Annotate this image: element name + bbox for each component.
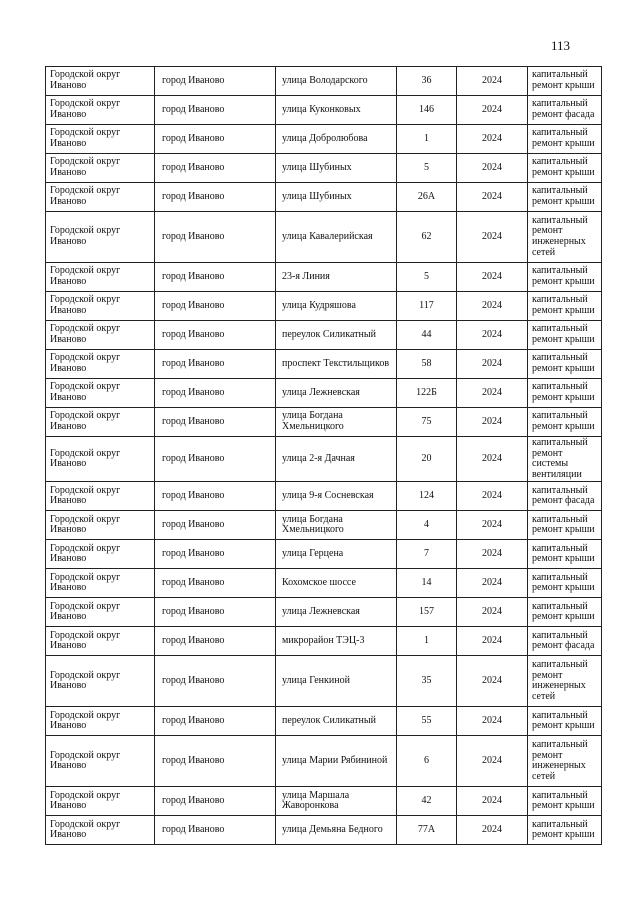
street-cell: улица Шубиных bbox=[276, 154, 397, 183]
year-cell: 2024 bbox=[457, 482, 528, 511]
table-row bbox=[46, 816, 602, 845]
year-cell: 2024 bbox=[457, 511, 528, 540]
district-cell: Городской округ Иваново bbox=[46, 321, 155, 350]
district-cell: Городской округ Иваново bbox=[46, 379, 155, 408]
house-number-cell: 35 bbox=[397, 656, 457, 707]
district-cell: Городской округ Иваново bbox=[46, 707, 155, 736]
district-cell: Городской округ Иваново bbox=[46, 569, 155, 598]
house-number-cell: 42 bbox=[397, 787, 457, 816]
district-cell: Городской округ Иваново bbox=[46, 656, 155, 707]
work-type-cell: капитальный ремонт крыши bbox=[528, 67, 602, 96]
work-type-cell: капитальный ремонт крыши bbox=[528, 154, 602, 183]
street-cell: улица Генкиной bbox=[276, 656, 397, 707]
year-cell: 2024 bbox=[457, 125, 528, 154]
year-cell: 2024 bbox=[457, 437, 528, 482]
table-row bbox=[46, 292, 602, 321]
city-cell: город Иваново bbox=[155, 67, 276, 96]
table-row bbox=[46, 787, 602, 816]
house-number-cell: 55 bbox=[397, 707, 457, 736]
city-cell: город Иваново bbox=[155, 379, 276, 408]
page-number: 113 bbox=[551, 38, 571, 53]
street-cell: улица Лежневская bbox=[276, 379, 397, 408]
city-cell: город Иваново bbox=[155, 154, 276, 183]
street-cell: улица Кавалерийская bbox=[276, 212, 397, 263]
street-cell: переулок Силикатный bbox=[276, 321, 397, 350]
street-cell: улица Герцена bbox=[276, 540, 397, 569]
street-cell: улица 9-я Сосневская bbox=[276, 482, 397, 511]
street-cell: улица Добролюбова bbox=[276, 125, 397, 154]
district-cell: Городской округ Иваново bbox=[46, 437, 155, 482]
year-cell: 2024 bbox=[457, 212, 528, 263]
street-cell: улица 2-я Дачная bbox=[276, 437, 397, 482]
work-type-cell: капитальный ремонт крыши bbox=[528, 183, 602, 212]
year-cell: 2024 bbox=[457, 379, 528, 408]
district-cell: Городской округ Иваново bbox=[46, 482, 155, 511]
city-cell: город Иваново bbox=[155, 656, 276, 707]
year-cell: 2024 bbox=[457, 408, 528, 437]
house-number-cell: 4 bbox=[397, 511, 457, 540]
district-cell: Городской округ Иваново bbox=[46, 263, 155, 292]
repair-schedule-table bbox=[45, 66, 602, 845]
street-cell: улица Лежневская bbox=[276, 598, 397, 627]
district-cell: Городской округ Иваново bbox=[46, 183, 155, 212]
year-cell: 2024 bbox=[457, 154, 528, 183]
table-row bbox=[46, 511, 602, 540]
work-type-cell: капитальный ремонт системы вентиляции bbox=[528, 437, 602, 482]
house-number-cell: 157 bbox=[397, 598, 457, 627]
year-cell: 2024 bbox=[457, 183, 528, 212]
city-cell: город Иваново bbox=[155, 125, 276, 154]
year-cell: 2024 bbox=[457, 540, 528, 569]
year-cell: 2024 bbox=[457, 292, 528, 321]
table-row bbox=[46, 263, 602, 292]
house-number-cell: 124 bbox=[397, 482, 457, 511]
year-cell: 2024 bbox=[457, 350, 528, 379]
district-cell: Городской округ Иваново bbox=[46, 736, 155, 787]
street-cell: улица Марии Рябининой bbox=[276, 736, 397, 787]
city-cell: город Иваново bbox=[155, 707, 276, 736]
year-cell: 2024 bbox=[457, 321, 528, 350]
year-cell: 2024 bbox=[457, 96, 528, 125]
house-number-cell: 1 bbox=[397, 627, 457, 656]
work-type-cell: капитальный ремонт фасада bbox=[528, 96, 602, 125]
table-row bbox=[46, 569, 602, 598]
year-cell: 2024 bbox=[457, 707, 528, 736]
city-cell: город Иваново bbox=[155, 736, 276, 787]
house-number-cell: 20 bbox=[397, 437, 457, 482]
street-cell: улица Кудряшова bbox=[276, 292, 397, 321]
district-cell: Городской округ Иваново bbox=[46, 212, 155, 263]
house-number-cell: 1 bbox=[397, 125, 457, 154]
street-cell: улица Богдана Хмельницкого bbox=[276, 408, 397, 437]
work-type-cell: капитальный ремонт крыши bbox=[528, 707, 602, 736]
year-cell: 2024 bbox=[457, 67, 528, 96]
city-cell: город Иваново bbox=[155, 183, 276, 212]
city-cell: город Иваново bbox=[155, 292, 276, 321]
city-cell: город Иваново bbox=[155, 598, 276, 627]
table-row bbox=[46, 540, 602, 569]
table-row bbox=[46, 437, 602, 482]
street-cell: улица Маршала Жаворонкова bbox=[276, 787, 397, 816]
city-cell: город Иваново bbox=[155, 212, 276, 263]
street-cell: улица Демьяна Бедного bbox=[276, 816, 397, 845]
work-type-cell: капитальный ремонт инженерных сетей bbox=[528, 212, 602, 263]
table-row bbox=[46, 627, 602, 656]
table-row bbox=[46, 321, 602, 350]
table-row bbox=[46, 482, 602, 511]
table-row bbox=[46, 154, 602, 183]
work-type-cell: капитальный ремонт крыши bbox=[528, 350, 602, 379]
house-number-cell: 5 bbox=[397, 263, 457, 292]
table-body bbox=[46, 67, 602, 845]
city-cell: город Иваново bbox=[155, 263, 276, 292]
year-cell: 2024 bbox=[457, 627, 528, 656]
table-row bbox=[46, 598, 602, 627]
city-cell: город Иваново bbox=[155, 482, 276, 511]
table-row bbox=[46, 656, 602, 707]
district-cell: Городской округ Иваново bbox=[46, 787, 155, 816]
district-cell: Городской округ Иваново bbox=[46, 598, 155, 627]
work-type-cell: капитальный ремонт фасада bbox=[528, 482, 602, 511]
house-number-cell: 36 bbox=[397, 67, 457, 96]
district-cell: Городской округ Иваново bbox=[46, 816, 155, 845]
city-cell: город Иваново bbox=[155, 350, 276, 379]
house-number-cell: 122Б bbox=[397, 379, 457, 408]
table-row bbox=[46, 408, 602, 437]
table-row bbox=[46, 707, 602, 736]
city-cell: город Иваново bbox=[155, 627, 276, 656]
work-type-cell: капитальный ремонт крыши bbox=[528, 408, 602, 437]
district-cell: Городской округ Иваново bbox=[46, 540, 155, 569]
house-number-cell: 14 bbox=[397, 569, 457, 598]
district-cell: Городской округ Иваново bbox=[46, 408, 155, 437]
year-cell: 2024 bbox=[457, 787, 528, 816]
house-number-cell: 77А bbox=[397, 816, 457, 845]
house-number-cell: 5 bbox=[397, 154, 457, 183]
street-cell: проспект Текстильщиков bbox=[276, 350, 397, 379]
district-cell: Городской округ Иваново bbox=[46, 154, 155, 183]
street-cell: переулок Силикатный bbox=[276, 707, 397, 736]
street-cell: улица Шубиных bbox=[276, 183, 397, 212]
work-type-cell: капитальный ремонт крыши bbox=[528, 569, 602, 598]
city-cell: город Иваново bbox=[155, 816, 276, 845]
street-cell: микрорайон ТЭЦ-3 bbox=[276, 627, 397, 656]
table-row bbox=[46, 125, 602, 154]
district-cell: Городской округ Иваново bbox=[46, 292, 155, 321]
table-row bbox=[46, 183, 602, 212]
work-type-cell: капитальный ремонт крыши bbox=[528, 787, 602, 816]
city-cell: город Иваново bbox=[155, 569, 276, 598]
house-number-cell: 75 bbox=[397, 408, 457, 437]
district-cell: Городской округ Иваново bbox=[46, 125, 155, 154]
house-number-cell: 6 bbox=[397, 736, 457, 787]
house-number-cell: 26А bbox=[397, 183, 457, 212]
table-row bbox=[46, 212, 602, 263]
year-cell: 2024 bbox=[457, 656, 528, 707]
city-cell: город Иваново bbox=[155, 321, 276, 350]
work-type-cell: капитальный ремонт инженерных сетей bbox=[528, 656, 602, 707]
house-number-cell: 7 bbox=[397, 540, 457, 569]
table-row bbox=[46, 736, 602, 787]
table-row bbox=[46, 67, 602, 96]
street-cell: улица Володарского bbox=[276, 67, 397, 96]
year-cell: 2024 bbox=[457, 263, 528, 292]
house-number-cell: 44 bbox=[397, 321, 457, 350]
city-cell: город Иваново bbox=[155, 96, 276, 125]
work-type-cell: капитальный ремонт фасада bbox=[528, 627, 602, 656]
work-type-cell: капитальный ремонт крыши bbox=[528, 816, 602, 845]
table-row bbox=[46, 350, 602, 379]
city-cell: город Иваново bbox=[155, 511, 276, 540]
city-cell: город Иваново bbox=[155, 540, 276, 569]
street-cell: улица Куконковых bbox=[276, 96, 397, 125]
work-type-cell: капитальный ремонт крыши bbox=[528, 263, 602, 292]
work-type-cell: капитальный ремонт крыши bbox=[528, 125, 602, 154]
house-number-cell: 117 bbox=[397, 292, 457, 321]
year-cell: 2024 bbox=[457, 569, 528, 598]
year-cell: 2024 bbox=[457, 736, 528, 787]
district-cell: Городской округ Иваново bbox=[46, 511, 155, 540]
table-row bbox=[46, 379, 602, 408]
house-number-cell: 146 bbox=[397, 96, 457, 125]
work-type-cell: капитальный ремонт крыши bbox=[528, 379, 602, 408]
street-cell: Кохомское шоссе bbox=[276, 569, 397, 598]
district-cell: Городской округ Иваново bbox=[46, 67, 155, 96]
work-type-cell: капитальный ремонт крыши bbox=[528, 292, 602, 321]
work-type-cell: капитальный ремонт крыши bbox=[528, 540, 602, 569]
street-cell: 23-я Линия bbox=[276, 263, 397, 292]
work-type-cell: капитальный ремонт крыши bbox=[528, 598, 602, 627]
work-type-cell: капитальный ремонт крыши bbox=[528, 321, 602, 350]
house-number-cell: 62 bbox=[397, 212, 457, 263]
city-cell: город Иваново bbox=[155, 787, 276, 816]
work-type-cell: капитальный ремонт крыши bbox=[528, 511, 602, 540]
district-cell: Городской округ Иваново bbox=[46, 350, 155, 379]
district-cell: Городской округ Иваново bbox=[46, 96, 155, 125]
year-cell: 2024 bbox=[457, 598, 528, 627]
year-cell: 2024 bbox=[457, 816, 528, 845]
city-cell: город Иваново bbox=[155, 437, 276, 482]
table-row bbox=[46, 96, 602, 125]
district-cell: Городской округ Иваново bbox=[46, 627, 155, 656]
city-cell: город Иваново bbox=[155, 408, 276, 437]
work-type-cell: капитальный ремонт инженерных сетей bbox=[528, 736, 602, 787]
street-cell: улица Богдана Хмельницкого bbox=[276, 511, 397, 540]
house-number-cell: 58 bbox=[397, 350, 457, 379]
